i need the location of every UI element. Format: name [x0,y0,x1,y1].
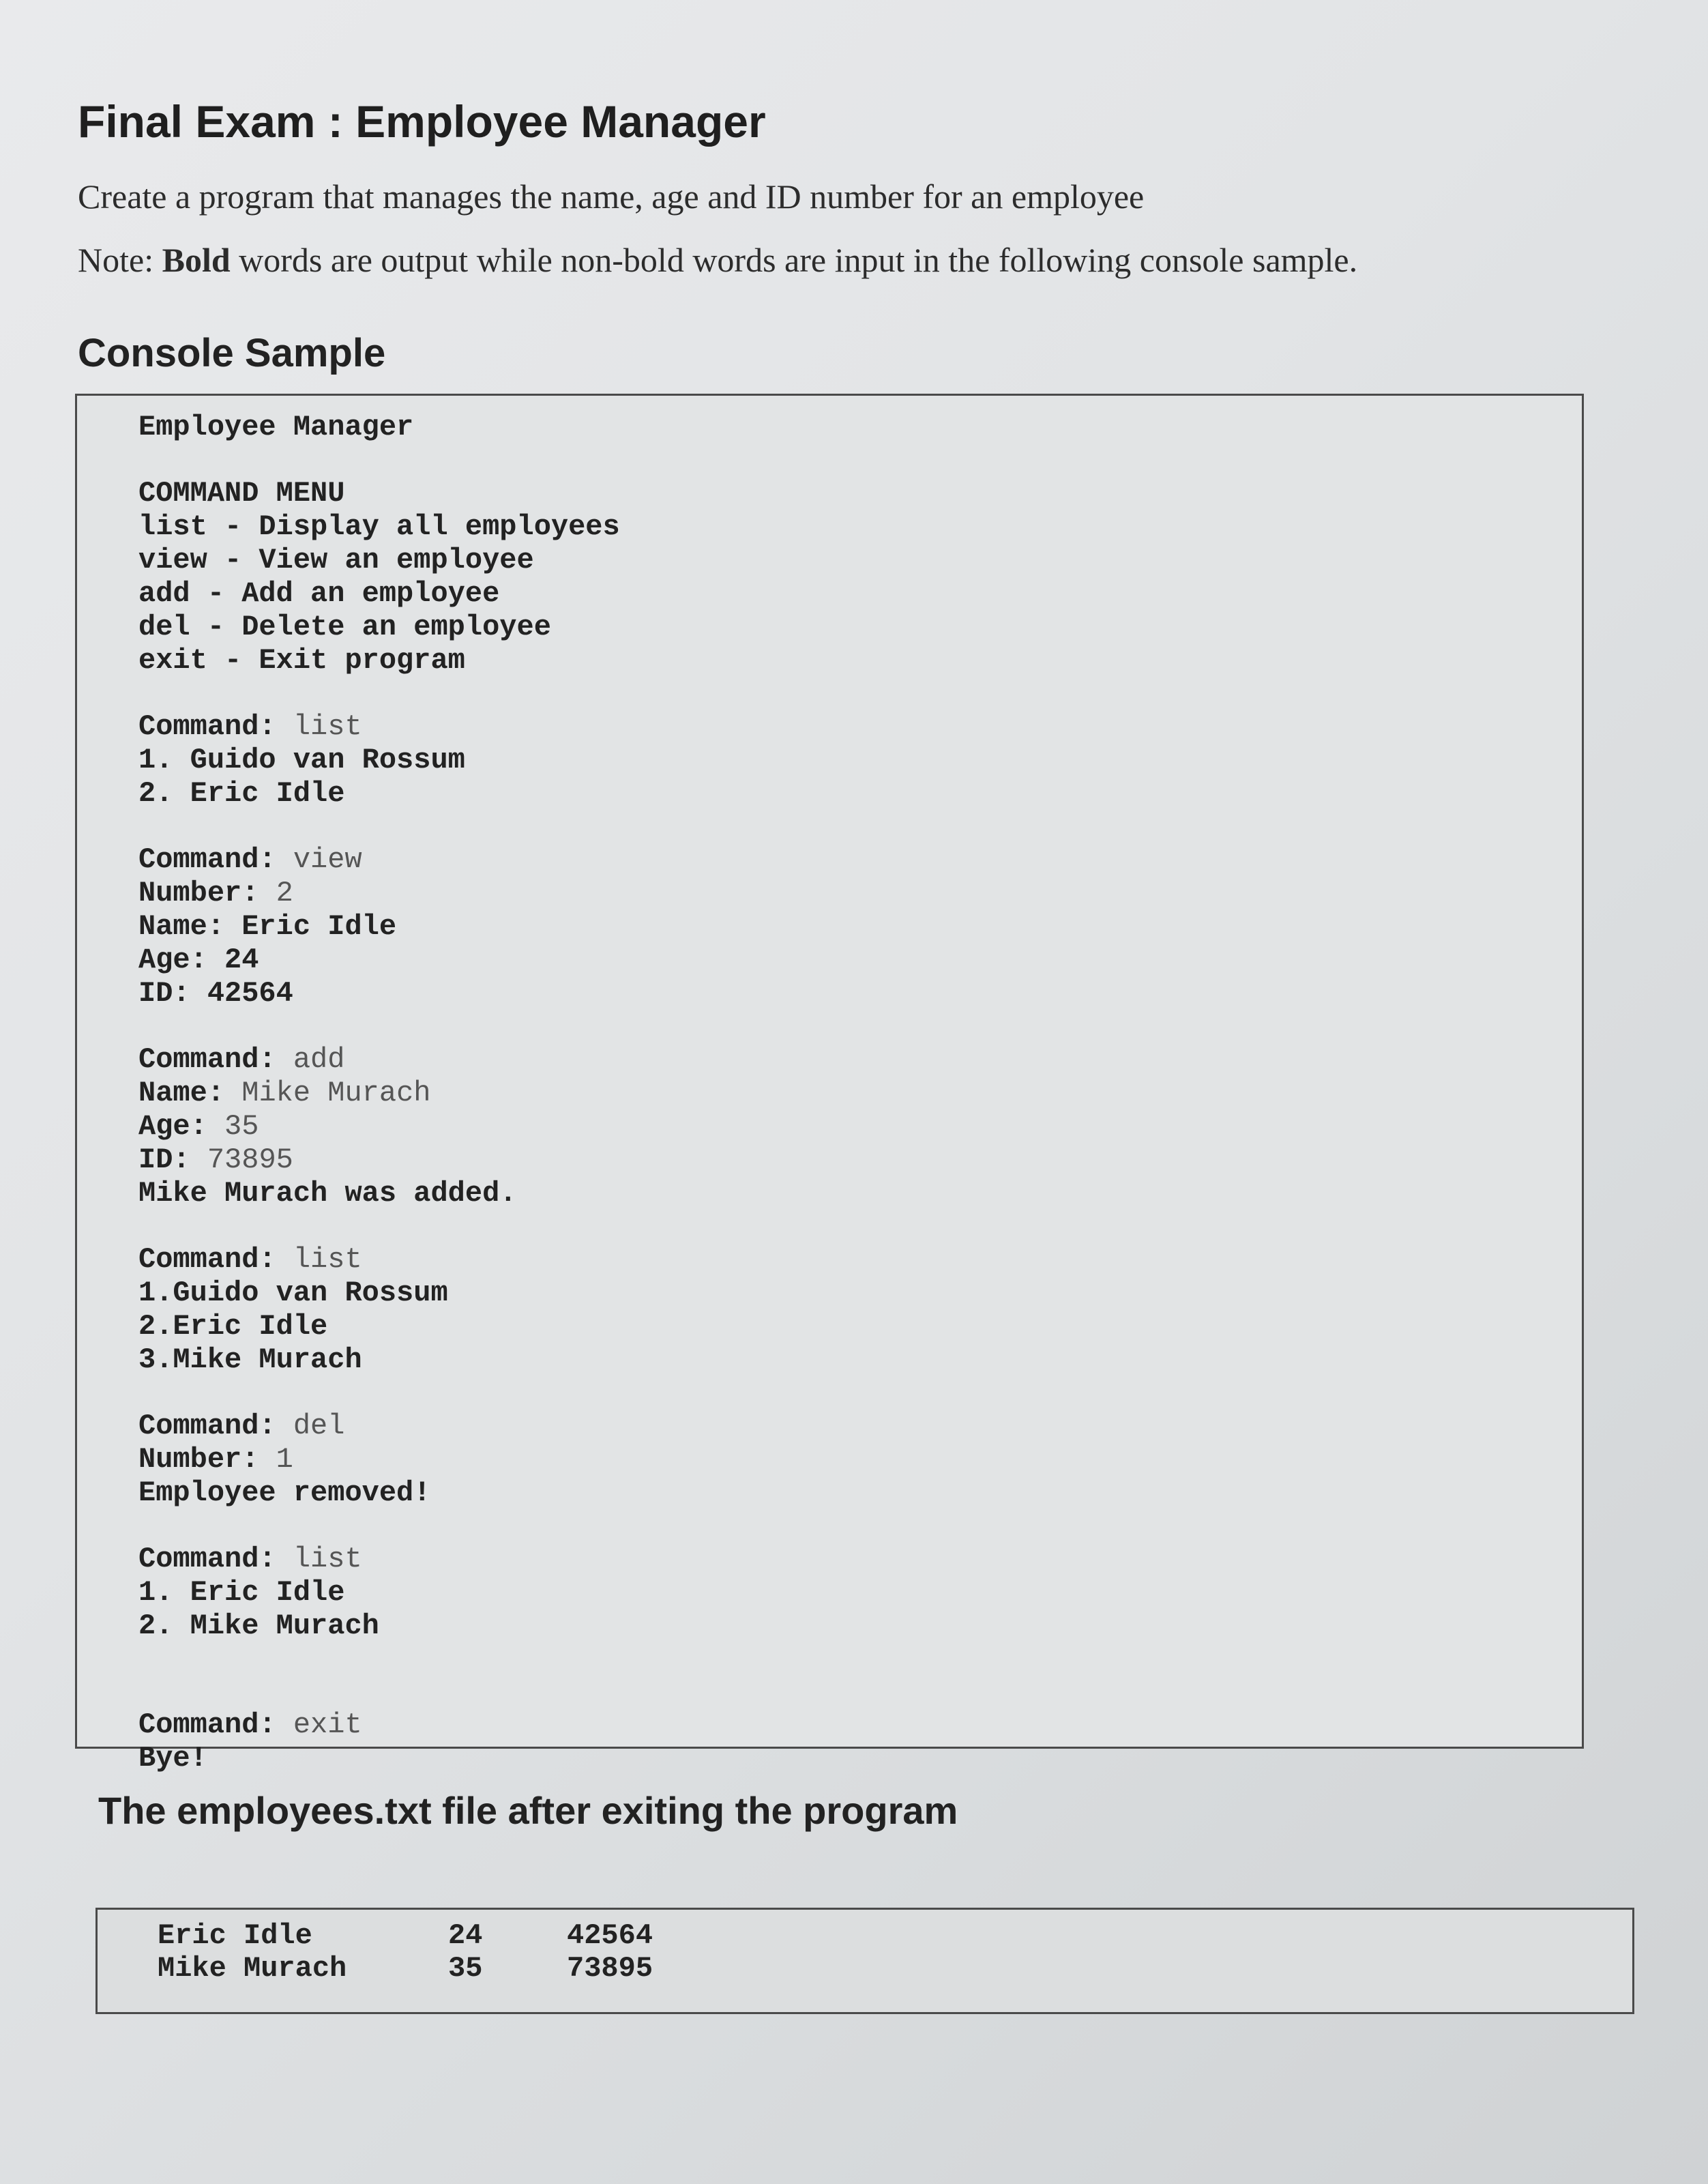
console-spacer [138,678,1582,710]
console-sample-box [75,394,1584,1775]
command-input: add [293,1043,345,1076]
console-line [138,1144,1582,1177]
console-line [138,877,1582,910]
console-line [138,1443,1582,1476]
file-age-cell: 35 [448,1952,483,1985]
console-output: 2. Eric Idle [138,777,345,810]
console-line [138,1277,1582,1310]
console-output: 3.Mike Murach [138,1343,362,1376]
command-prompt: Command: [138,710,293,743]
file-id-cell: 73895 [567,1952,653,1985]
command-input: list [293,710,362,743]
file-age-cell: 24 [448,1919,483,1952]
console-output: 1. Guido van Rossum [138,744,465,776]
console-spacer [138,1010,1582,1043]
console-label: Number: [138,1443,276,1476]
document-page [75,82,1644,2014]
employees-file-box [95,1908,1634,2014]
note-prefix: Note: [78,241,162,279]
console-heading: Console Sample [78,331,386,375]
note-bold-word: Bold [162,241,231,279]
console-line [138,944,1582,977]
console-output: Bye! [138,1742,207,1775]
command-input: view [293,843,362,876]
console-line [138,1343,1582,1377]
console-spacer [138,1510,1582,1543]
console-menu-item: add - Add an employee [138,577,500,610]
console-command-line [138,1708,1582,1742]
intro-text: Create a program that manages the name, age and ID number for an employee [78,177,1145,216]
console-menu-item: list - Display all employees [138,510,620,543]
console-line [138,777,1582,811]
console-label: Name: [138,1077,242,1109]
command-prompt: Command: [138,1243,293,1276]
console-app-title: Employee Manager [138,411,414,443]
console-input: 2 [276,877,293,909]
console-input: 1 [276,1443,293,1476]
command-input: list [293,1543,362,1575]
console-line [138,910,1582,944]
console-line [138,1310,1582,1343]
console-menu-item: exit - Exit program [138,644,465,677]
console-menu-item: del - Delete an employee [138,611,551,643]
console-line [138,1110,1582,1144]
file-name-cell: Mike Murach [158,1952,347,1985]
console-spacer [138,811,1582,843]
console-line [138,1610,1582,1643]
file-id-cell: 42564 [567,1919,653,1952]
page-title: Final Exam : Employee Manager [78,96,766,147]
file-heading: The employees.txt file after exiting the program [98,1789,958,1832]
command-prompt: Command: [138,1708,293,1741]
console-menu-title: COMMAND MENU [138,477,345,510]
console-spacer [138,1377,1582,1410]
command-input: exit [293,1708,362,1741]
console-command-line [138,1543,1582,1576]
console-output: 1. Eric Idle [138,1576,345,1609]
console-command-line [138,1243,1582,1277]
console-input: 73895 [207,1144,293,1176]
console-output: Age: 24 [138,944,259,976]
console-menu-item: view - View an employee [138,544,534,577]
console-command-line [138,1410,1582,1443]
file-name-cell: Eric Idle [158,1919,312,1952]
file-row [158,1952,1632,1985]
console-output: Mike Murach was added. [138,1177,517,1210]
console-output: 2. Mike Murach [138,1610,379,1642]
console-label: ID: [138,1144,207,1176]
console-input: 35 [224,1110,259,1143]
command-prompt: Command: [138,843,293,876]
command-input: list [293,1243,362,1276]
console-spacer [138,1210,1582,1243]
console-line [138,977,1582,1010]
console-spacer [138,444,1582,477]
console-command-blocks [138,678,1582,1775]
console-label: Number: [138,877,276,909]
console-line [138,1742,1582,1775]
console-input: Mike Murach [241,1077,431,1109]
console-output: Name: Eric Idle [138,910,397,943]
file-row [158,1919,1632,1952]
console-spacer [138,1643,1582,1708]
command-prompt: Command: [138,1410,293,1442]
console-output: 1.Guido van Rossum [138,1277,448,1309]
command-prompt: Command: [138,1543,293,1575]
console-line [138,744,1582,777]
command-input: del [293,1410,345,1442]
console-line [138,1576,1582,1610]
console-command-line [138,710,1582,744]
note-rest: words are output while non-bold words are input in the following console sample. [230,241,1358,279]
console-output: ID: 42564 [138,977,293,1010]
console-command-line [138,1043,1582,1077]
console-line [138,1177,1582,1210]
console-label: Age: [138,1110,225,1143]
console-output: Employee removed! [138,1476,431,1509]
console-line [138,1476,1582,1510]
console-line [138,1077,1582,1110]
console-output: 2.Eric Idle [138,1310,328,1343]
command-prompt: Command: [138,1043,293,1076]
note-text [78,238,1644,282]
console-command-line [138,843,1582,877]
